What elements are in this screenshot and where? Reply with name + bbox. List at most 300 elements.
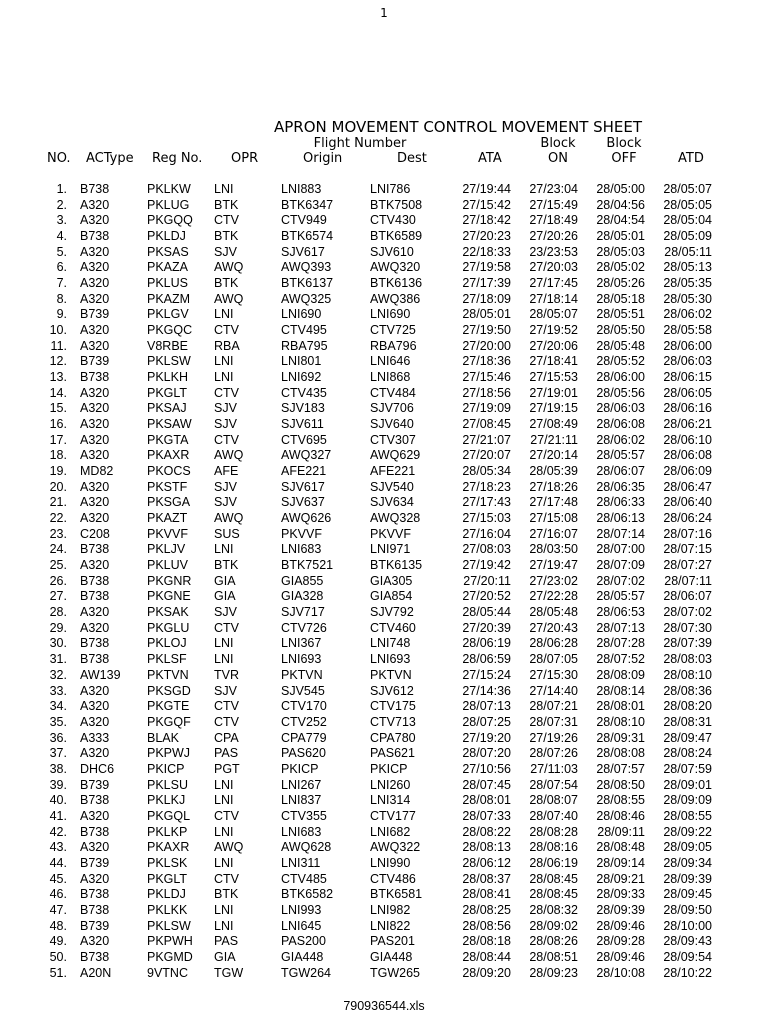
table-row	[0, 966, 768, 982]
cell-reg-no: PKAZM	[147, 291, 191, 306]
cell-no: 6.	[56, 260, 67, 275]
table-row	[0, 731, 768, 747]
cell-dest: AWQ386	[370, 291, 421, 306]
cell-actype: B738	[80, 636, 110, 651]
cell-reg-no: PKLGV	[147, 307, 189, 322]
cell-origin: LNI883	[281, 182, 322, 196]
cell-atd: 28/05:35	[663, 276, 712, 291]
cell-reg-no: PKGLT	[147, 385, 188, 400]
cell-block-off: 28/08:50	[596, 777, 645, 792]
cell-reg-no: PKLKW	[147, 182, 191, 196]
cell-block-off: 28/08:09	[596, 667, 645, 682]
cell-block-off: 28/05:48	[596, 338, 645, 353]
cell-opr: PAS	[214, 934, 239, 949]
cell-block-on: 27/19:15	[529, 401, 578, 416]
table-row	[0, 339, 768, 355]
cell-dest: CTV713	[370, 714, 416, 729]
cell-actype: MD82	[80, 464, 114, 479]
table-row	[0, 684, 768, 700]
cell-actype: B738	[80, 652, 110, 667]
cell-block-on: 28/08:45	[529, 887, 578, 902]
cell-block-on: 27/23:04	[529, 182, 578, 196]
cell-origin: BTK6347	[281, 197, 334, 212]
cell-atd: 28/05:13	[663, 260, 712, 275]
cell-opr: CTV	[214, 323, 239, 338]
cell-dest: PAS201	[370, 934, 415, 949]
cell-block-on: 23/23:53	[529, 244, 578, 259]
cell-no: 35.	[49, 714, 67, 729]
cell-block-on: 28/06:28	[529, 636, 578, 651]
cell-actype: A320	[80, 558, 110, 573]
cell-origin: SJV183	[281, 401, 325, 416]
cell-dest: SJV612	[370, 683, 414, 698]
cell-dest: AWQ320	[370, 260, 421, 275]
cell-origin: CTV435	[281, 385, 327, 400]
cell-reg-no: PKLUS	[147, 276, 188, 291]
cell-origin: SJV611	[281, 417, 324, 432]
cell-ata: 27/21:07	[462, 432, 511, 447]
cell-origin: CTV495	[281, 323, 327, 338]
cell-atd: 28/08:20	[663, 699, 712, 714]
cell-origin: CTV170	[281, 699, 327, 714]
cell-dest: GIA448	[370, 949, 413, 964]
cell-dest: LNI690	[370, 307, 411, 322]
cell-origin: BTK7521	[281, 558, 334, 573]
cell-block-off: 28/09:14	[596, 855, 645, 870]
cell-dest: SJV706	[370, 401, 414, 416]
cell-actype: A320	[80, 479, 110, 494]
cell-origin: PKICP	[281, 761, 319, 776]
cell-atd: 28/06:02	[663, 307, 712, 322]
cell-ata: 28/07:20	[462, 746, 511, 761]
cell-origin: CTV949	[281, 213, 327, 228]
cell-ata: 28/07:25	[462, 714, 511, 729]
cell-reg-no: PKGQF	[147, 714, 191, 729]
cell-dest: RBA796	[370, 338, 417, 353]
cell-dest: AWQ629	[370, 448, 421, 463]
cell-reg-no: PKAZA	[147, 260, 188, 275]
cell-block-on: 28/08:28	[529, 824, 578, 839]
cell-no: 28.	[49, 605, 67, 620]
cell-ata: 27/10:56	[462, 761, 511, 776]
cell-ata: 27/18:23	[462, 479, 511, 494]
cell-origin: SJV717	[281, 605, 325, 620]
cell-origin: GIA855	[281, 573, 324, 588]
table-row	[0, 793, 768, 809]
cell-block-off: 28/05:01	[596, 229, 645, 244]
cell-origin: PKTVN	[281, 667, 323, 682]
cell-actype: A320	[80, 495, 110, 510]
cell-ata: 27/16:04	[462, 526, 511, 541]
cell-origin: AWQ626	[281, 511, 332, 526]
cell-ata: 27/14:36	[462, 683, 511, 698]
cell-opr: CTV	[214, 699, 239, 714]
cell-origin: AFE221	[281, 464, 327, 479]
cell-atd: 28/06:10	[663, 432, 712, 447]
cell-opr: CTV	[214, 213, 239, 228]
cell-ata: 27/20:11	[463, 573, 511, 588]
table-row	[0, 652, 768, 668]
cell-actype: B739	[80, 777, 110, 792]
cell-no: 14.	[49, 385, 67, 400]
cell-origin: AWQ325	[281, 291, 332, 306]
cell-dest: SJV640	[370, 417, 414, 432]
cell-opr: LNI	[214, 636, 234, 651]
table-row	[0, 354, 768, 370]
cell-block-off: 28/08:14	[596, 683, 645, 698]
cell-reg-no: PKLDJ	[147, 887, 186, 902]
cell-origin: LNI693	[281, 652, 322, 667]
table-row	[0, 778, 768, 794]
cell-origin: LNI801	[281, 354, 322, 369]
cell-reg-no: PKLSW	[147, 918, 191, 933]
cell-atd: 28/05:58	[663, 323, 712, 338]
cell-no: 4.	[56, 229, 67, 244]
cell-block-off: 28/05:57	[596, 448, 645, 463]
cell-block-off: 28/07:57	[596, 761, 645, 776]
cell-no: 25.	[49, 558, 67, 573]
cell-reg-no: PKSAK	[147, 605, 189, 620]
cell-block-on: 27/20:14	[529, 448, 578, 463]
cell-opr: AWQ	[214, 840, 244, 855]
cell-reg-no: PKLKK	[147, 902, 188, 917]
cell-block-on: 28/08:26	[529, 934, 578, 949]
header-origin: Origin	[303, 151, 343, 166]
table-row	[0, 668, 768, 684]
cell-block-on: 27/18:26	[529, 479, 578, 494]
cell-atd: 28/06:08	[663, 448, 712, 463]
header-opr: OPR	[231, 151, 259, 166]
cell-no: 1.	[56, 182, 67, 196]
cell-block-on: 28/08:16	[529, 840, 578, 855]
cell-actype: C208	[80, 526, 110, 541]
table-row	[0, 464, 768, 480]
cell-actype: A320	[80, 244, 110, 259]
cell-atd: 28/09:50	[663, 902, 712, 917]
cell-dest: CTV175	[370, 699, 416, 714]
cell-actype: A333	[80, 730, 110, 745]
cell-origin: SJV617	[281, 244, 325, 259]
cell-origin: BTK6582	[281, 887, 334, 902]
cell-origin: LNI311	[281, 855, 321, 870]
table-row	[0, 527, 768, 543]
cell-block-off: 28/09:33	[596, 887, 645, 902]
header-block-on-top: Block	[540, 136, 576, 151]
cell-dest: LNI868	[370, 370, 411, 385]
cell-opr: PGT	[214, 761, 240, 776]
table-row	[0, 919, 768, 935]
cell-dest: LNI822	[370, 918, 411, 933]
table-row	[0, 401, 768, 417]
table-row	[0, 276, 768, 292]
cell-block-off: 28/09:21	[596, 871, 645, 886]
table-row	[0, 934, 768, 950]
cell-atd: 28/07:02	[663, 605, 712, 620]
cell-reg-no: PKLSW	[147, 354, 191, 369]
cell-block-off: 28/06:00	[596, 370, 645, 385]
cell-origin: CTV485	[281, 871, 327, 886]
cell-no: 37.	[49, 746, 67, 761]
cell-opr: SJV	[214, 401, 237, 416]
cell-opr: LNI	[214, 542, 234, 557]
cell-opr: SJV	[214, 495, 237, 510]
cell-block-on: 28/03:50	[529, 542, 578, 557]
cell-opr: SJV	[214, 417, 237, 432]
cell-actype: A320	[80, 620, 110, 635]
cell-block-on: 28/09:23	[529, 965, 578, 980]
cell-ata: 27/18:36	[462, 354, 511, 369]
table-row	[0, 480, 768, 496]
cell-dest: CTV484	[370, 385, 416, 400]
cell-actype: A320	[80, 840, 110, 855]
cell-ata: 27/17:39	[462, 276, 511, 291]
cell-actype: A320	[80, 605, 110, 620]
cell-opr: LNI	[214, 777, 234, 792]
cell-dest: AWQ328	[370, 511, 421, 526]
cell-opr: CTV	[214, 714, 239, 729]
cell-opr: LNI	[214, 793, 234, 808]
cell-ata: 27/18:42	[462, 213, 511, 228]
cell-opr: AWQ	[214, 260, 244, 275]
cell-opr: AFE	[214, 464, 239, 479]
header-actype: ACType	[86, 151, 134, 166]
cell-atd: 28/08:31	[663, 714, 712, 729]
cell-block-on: 27/19:26	[529, 730, 578, 745]
cell-origin: PAS620	[281, 746, 326, 761]
cell-block-on: 27/18:14	[529, 291, 578, 306]
table-row	[0, 605, 768, 621]
cell-block-off: 28/07:14	[596, 526, 645, 541]
page-number: 1	[380, 6, 388, 20]
table-row	[0, 307, 768, 323]
cell-reg-no: PKPWJ	[147, 746, 191, 761]
cell-ata: 28/06:12	[462, 855, 511, 870]
cell-dest: GIA854	[370, 589, 413, 604]
cell-block-off: 28/09:39	[596, 902, 645, 917]
cell-block-on: 27/19:01	[529, 385, 578, 400]
cell-atd: 28/06:40	[663, 495, 712, 510]
cell-actype: B738	[80, 573, 110, 588]
cell-no: 29.	[49, 620, 67, 635]
cell-atd: 28/06:47	[663, 479, 712, 494]
cell-block-off: 28/06:33	[596, 495, 645, 510]
cell-block-off: 28/07:13	[596, 620, 645, 635]
cell-actype: A320	[80, 260, 110, 275]
table-row	[0, 636, 768, 652]
cell-dest: SJV792	[370, 605, 414, 620]
cell-actype: B738	[80, 182, 110, 196]
cell-no: 48.	[49, 918, 67, 933]
cell-no: 46.	[49, 887, 67, 902]
cell-origin: BTK6137	[281, 276, 334, 291]
cell-origin: CTV695	[281, 432, 327, 447]
cell-ata: 28/08:22	[462, 824, 511, 839]
cell-block-on: 27/17:45	[529, 276, 578, 291]
cell-opr: SJV	[214, 244, 237, 259]
cell-block-off: 28/08:10	[596, 714, 645, 729]
table-row	[0, 448, 768, 464]
cell-no: 30.	[49, 636, 67, 651]
cell-dest: AWQ322	[370, 840, 421, 855]
cell-actype: DHC6	[80, 761, 115, 776]
movement-table-body	[0, 182, 768, 981]
cell-actype: A320	[80, 746, 110, 761]
cell-no: 10.	[49, 323, 67, 338]
cell-actype: B738	[80, 887, 110, 902]
cell-actype: B739	[80, 855, 110, 870]
cell-block-off: 28/08:55	[596, 793, 645, 808]
cell-origin: CTV726	[281, 620, 327, 635]
table-row	[0, 872, 768, 888]
table-row	[0, 213, 768, 229]
cell-opr: BTK	[214, 229, 239, 244]
cell-reg-no: PKGNE	[147, 589, 191, 604]
cell-ata: 27/19:58	[462, 260, 511, 275]
cell-ata: 28/06:59	[462, 652, 511, 667]
cell-dest: PKVVF	[370, 526, 411, 541]
cell-block-off: 28/07:09	[596, 558, 645, 573]
cell-actype: A320	[80, 808, 110, 823]
cell-reg-no: PKAXR	[147, 448, 190, 463]
cell-block-off: 28/04:54	[596, 213, 645, 228]
cell-no: 51.	[49, 965, 67, 980]
cell-ata: 27/08:45	[462, 417, 511, 432]
cell-block-on: 27/19:47	[529, 558, 578, 573]
cell-dest: LNI990	[370, 855, 411, 870]
cell-no: 34.	[49, 699, 67, 714]
cell-reg-no: PKAZT	[147, 511, 188, 526]
table-row	[0, 542, 768, 558]
cell-block-on: 28/07:31	[529, 714, 578, 729]
cell-no: 19.	[49, 464, 67, 479]
cell-ata: 27/15:46	[462, 370, 511, 385]
cell-ata: 28/08:25	[462, 902, 511, 917]
table-row	[0, 558, 768, 574]
cell-atd: 28/05:07	[663, 182, 712, 196]
cell-block-on: 27/14:40	[529, 683, 578, 698]
cell-block-on: 27/22:28	[529, 589, 578, 604]
cell-ata: 27/20:39	[462, 620, 511, 635]
cell-opr: LNI	[214, 370, 234, 385]
cell-atd: 28/09:39	[663, 871, 712, 886]
cell-dest: SJV634	[370, 495, 414, 510]
cell-atd: 28/06:15	[663, 370, 712, 385]
sheet-title: APRON MOVEMENT CONTROL MOVEMENT SHEET	[274, 118, 643, 136]
cell-dest: CTV307	[370, 432, 416, 447]
cell-no: 8.	[56, 291, 67, 306]
cell-reg-no: PKLSU	[147, 777, 188, 792]
cell-dest: CTV430	[370, 213, 416, 228]
cell-ata: 28/05:44	[462, 605, 511, 620]
cell-block-on: 28/08:32	[529, 902, 578, 917]
cell-block-on: 28/07:26	[529, 746, 578, 761]
header-dest: Dest	[397, 151, 427, 166]
cell-dest: SJV610	[370, 244, 414, 259]
cell-actype: A320	[80, 323, 110, 338]
cell-block-on: 28/08:51	[529, 949, 578, 964]
cell-atd: 28/05:30	[663, 291, 712, 306]
cell-reg-no: PKSGA	[147, 495, 191, 510]
cell-block-on: 28/07:40	[529, 808, 578, 823]
cell-block-on: 27/18:49	[529, 213, 578, 228]
cell-dest: LNI971	[370, 542, 411, 557]
cell-ata: 27/08:03	[462, 542, 511, 557]
cell-opr: TVR	[214, 667, 239, 682]
cell-atd: 28/07:11	[664, 573, 712, 588]
cell-block-off: 28/05:18	[596, 291, 645, 306]
cell-opr: BTK	[214, 558, 239, 573]
cell-dest: BTK6589	[370, 229, 423, 244]
cell-block-off: 28/08:08	[596, 746, 645, 761]
cell-block-on: 28/07:54	[529, 777, 578, 792]
cell-block-on: 27/15:49	[529, 197, 578, 212]
cell-opr: CPA	[214, 730, 239, 745]
cell-block-on: 28/05:48	[529, 605, 578, 620]
cell-dest: PAS621	[370, 746, 415, 761]
cell-dest: LNI693	[370, 652, 411, 667]
cell-ata: 27/20:00	[462, 338, 511, 353]
cell-dest: BTK6135	[370, 558, 423, 573]
cell-atd: 28/07:15	[663, 542, 712, 557]
header-flight-number: Flight Number	[313, 136, 407, 151]
cell-block-off: 28/05:51	[596, 307, 645, 322]
table-row	[0, 887, 768, 903]
cell-atd: 28/07:30	[663, 620, 712, 635]
table-row	[0, 198, 768, 214]
cell-reg-no: PKLUV	[147, 558, 188, 573]
table-row	[0, 840, 768, 856]
cell-ata: 27/20:07	[462, 448, 511, 463]
cell-ata: 28/05:34	[462, 464, 511, 479]
cell-reg-no: PKPWH	[147, 934, 193, 949]
cell-no: 27.	[49, 589, 67, 604]
cell-block-on: 27/20:06	[529, 338, 578, 353]
cell-origin: LNI645	[281, 918, 322, 933]
cell-block-off: 28/09:46	[596, 918, 645, 933]
cell-reg-no: PKLOJ	[147, 636, 187, 651]
cell-reg-no: PKSAJ	[147, 401, 187, 416]
cell-block-on: 28/06:19	[529, 855, 578, 870]
cell-no: 49.	[49, 934, 67, 949]
cell-block-off: 28/09:11	[597, 824, 645, 839]
cell-block-on: 27/20:26	[529, 229, 578, 244]
cell-actype: B738	[80, 793, 110, 808]
cell-reg-no: PKAXR	[147, 840, 190, 855]
cell-dest: PKTVN	[370, 667, 412, 682]
header-off: OFF	[611, 151, 637, 166]
cell-opr: CTV	[214, 432, 239, 447]
cell-dest: TGW265	[370, 965, 421, 980]
cell-ata: 28/08:44	[462, 949, 511, 964]
cell-opr: BTK	[214, 276, 239, 291]
cell-block-on: 27/20:03	[529, 260, 578, 275]
cell-block-off: 28/06:07	[596, 464, 645, 479]
cell-ata: 28/09:20	[462, 965, 511, 980]
cell-block-off: 28/09:46	[596, 949, 645, 964]
cell-atd: 28/07:59	[663, 761, 712, 776]
cell-actype: B738	[80, 902, 110, 917]
cell-actype: B738	[80, 370, 110, 385]
cell-reg-no: PKSTF	[147, 479, 188, 494]
cell-actype: A320	[80, 197, 110, 212]
cell-opr: CTV	[214, 385, 239, 400]
cell-block-off: 28/05:56	[596, 385, 645, 400]
cell-opr: BTK	[214, 887, 239, 902]
header-block-off-top: Block	[606, 136, 642, 151]
cell-no: 41.	[49, 808, 67, 823]
cell-origin: RBA795	[281, 338, 328, 353]
cell-origin: LNI267	[281, 777, 322, 792]
